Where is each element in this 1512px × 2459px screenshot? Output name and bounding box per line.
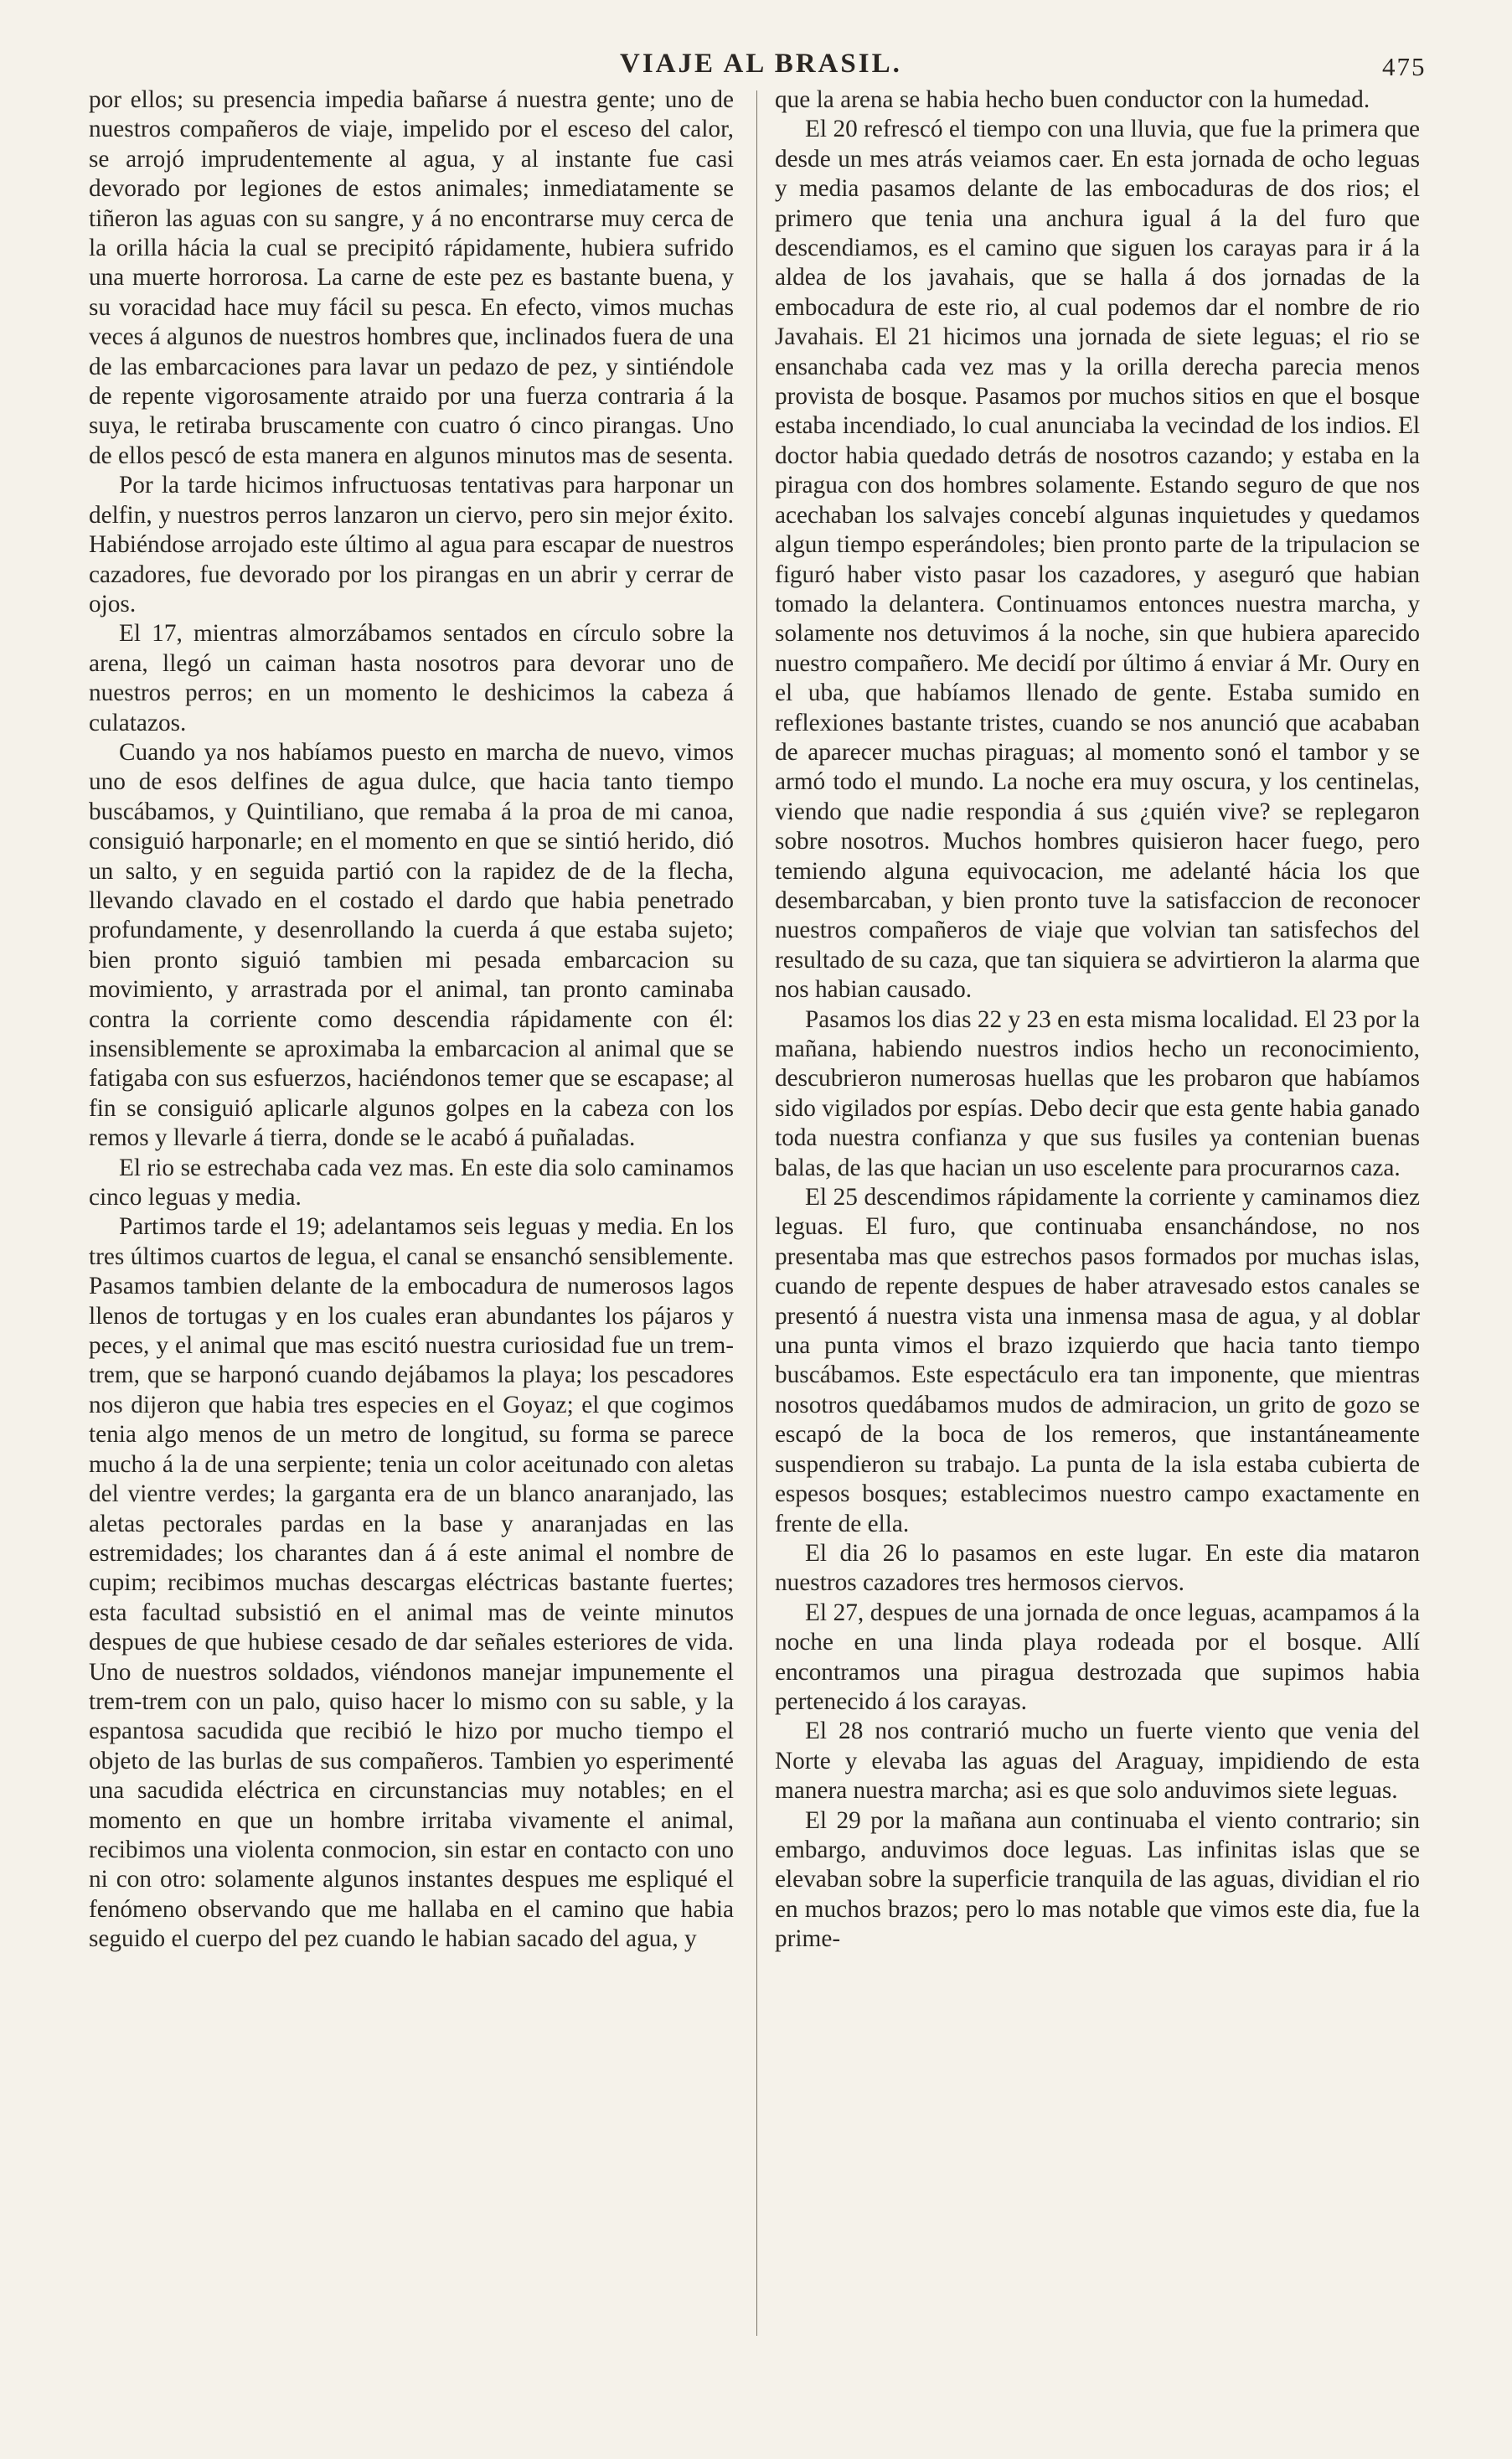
paragraph: El dia 26 lo pasamos en este lugar. En este dia mataron nuestros cazadores tres hermosos ciervos. [775,1539,1420,1597]
paragraph: El rio se estrechaba cada vez mas. En este dia solo caminamos cinco leguas y media. [89,1154,734,1211]
paragraph: El 27, despues de una jornada de once leguas, acampamos á la noche en una linda playa rodeada por el bosque. Allí encontramos una piragua destrozada que supimos habia pertenecido á los carayas. [775,1599,1420,1715]
paragraph: Cuando ya nos habíamos puesto en marcha de nuevo, vimos uno de esos delfines de agua dulce, que hacia tanto tiempo buscábamos, y Quintiliano, que remaba á la proa de mi canoa, consiguió harponarle; en el momento en que se sintió herido, dió un salto, y en seguida partió con la rapidez de de la flecha, llevando clavado en el costado el dardo que habia penetrado profundamente, y desenrollando la cuerda á que estaba sujeto; bien pronto siguió tambien mi pesada embarcacion su movimiento, y arrastrada por el animal, tan pronto caminaba contra la corriente como descendia rápidamente con él: insensiblemente se aproximaba la embarcacion al animal que se fatigaba con sus esfuerzos, haciéndonos temer que se escapase; al fin se consiguió aplicarle algunos golpes en la cabeza con los remos y llevarle á tierra, donde se le acabó á puñaladas. [89,738,734,1152]
paragraph: Por la tarde hicimos infructuosas tentativas para harponar un delfin, y nuestros perros lanzaron un ciervo, pero sin mejor éxito. Habiéndose arrojado este último al agua para escapar de nuestros cazadores, fue devorado por los pirangas en un abrir y cerrar de ojos. [89,472,734,617]
right-column [775,85,1420,1955]
paragraph: El 20 refrescó el tiempo con una lluvia, que fue la primera que desde un mes atrás veiamos caer. En esta jornada de ocho leguas y media pasamos delante de las embocaduras de dos rios; el primero que tenia una anchura igual á la del furo que descendiamos, es el camino que siguen los carayas para ir á la aldea de los javahais, que se halla á dos jornadas de la embocadura de este rio, al cual podemos dar el nombre de rio Javahais. El 21 hicimos una jornada de siete leguas; el rio se ensanchaba cada vez mas y la orilla derecha parecia menos provista de bosque. Pasamos por muchos sitios en que el bosque estaba incendiado, lo cual anunciaba la vecindad de los indios. El doctor habia quedado detrás de nosotros cazando; y estaba en la piragua con dos hombres solamente. Estando seguro de que nos acechaban los salvajes concebí algunas inquietudes y quedamos algun tiempo esperándoles; bien pronto parte de la tripulacion se figuró haber visto pasar los cazadores, y aseguró que habian tomado la delantera. Continuamos entonces nuestra marcha, y solamente nos detuvimos á la noche, sin que hubiera aparecido nuestro compañero. Me decidí por último á enviar á Mr. Oury en el uba, que habíamos llenado de gente. Estaba sumido en reflexiones bastante tristes, cuando se nos anunció que acababan de aparecer muchas piraguas; al momento sonó el tambor y se armó todo el mundo. La noche era muy oscura, y los centinelas, viendo que nadie respondia á sus ¿quién vive? se replegaron sobre nosotros. Muchos hombres quisieron hacer fuego, pero temiendo alguna equivocacion, me adelanté hácia los que desembarcaban, y bien pronto tuve la satisfaccion de reconocer nuestros compañeros de viaje que volvian tan satisfechos del resultado de su caza, que tan siquiera se advirtieron la alarma que nos habian causado. [775,116,1420,1004]
paragraph: El 29 por la mañana aun continuaba el viento contrario; sin embargo, anduvimos doce leguas. Las infinitas islas que se elevaban sobre la superficie tranquila de las aguas, dividian el rio en muchos brazos; pero lo mas notable que vimos este dia, fue la prime- [775,1806,1420,1953]
paragraph: El 17, mientras almorzábamos sentados en círculo sobre la arena, llegó un caiman hasta nosotros para devorar uno de nuestros perros; en un momento le deshicimos la cabeza á culatazos. [89,620,734,736]
paragraph: por ellos; su presencia impedia bañarse á nuestra gente; uno de nuestros compañeros de viaje, impelido por el esceso del calor, se arrojó imprudentemente al agua, y al instante fue casi devorado por legiones de estos animales; inmediatamente se tiñeron las aguas con su sangre, y á no encontrarse muy cerca de la orilla hácia la cual se precipitó rápidamente, hubiera sufrido una muerte horrorosa. La carne de este pez es bastante buena, y su voracidad hace muy fácil su pesca. En efecto, vimos muchas veces á algunos de nuestros hombres que, inclinados fuera de una de las embarcaciones para lavar un pedazo de pez, y sintiéndole de repente vigorosamente atraido por una fuerza contraria á la suya, le retiraba bruscamente con cuatro ó cinco pirangas. Uno de ellos pescó de esta manera en algunos minutos mas de sesenta. [89,86,734,469]
running-title: VIAJE AL BRASIL. [620,49,902,79]
left-column [89,85,734,1955]
paragraph: El 28 nos contrarió mucho un fuerte viento que venia del Norte y elevaba las aguas del Araguay, impidiendo de esta manera nuestra marcha; asi es que solo anduvimos siete leguas. [775,1718,1420,1805]
paragraph: Pasamos los dias 22 y 23 en esta misma localidad. El 23 por la mañana, habiendo nuestros indios hecho un reconocimiento, descubrieron numerosas huellas que les probaron que habíamos sido vigilados por espías. Debo decir que esta gente habia ganado toda nuestra confianza y que sus fusiles ya contenian buenas balas, de las que hacian un uso escelente para procurarnos caza. [775,1005,1420,1181]
paragraph: El 25 descendimos rápidamente la corriente y caminamos diez leguas. El furo, que continuaba ensanchándose, no nos presentaba mas que estrechos pasos formados por muchas islas, cuando de repente despues de haber atravesado estos canales se presentó á nuestra vista una inmensa masa de agua, y al doblar una punta vimos el brazo izquierdo que hacia tanto tiempo buscábamos. Este espectáculo era tan imponente, que mientras nosotros quedábamos mudos de admiracion, un grito de gozo se escapó de la boca de los remeros, que instantáneamente suspendieron su trabajo. La punta de la isla estaba cubierta de espesos bosques; establecimos nuestro campo exactamente en frente de ella. [775,1184,1420,1537]
paragraph: Partimos tarde el 19; adelantamos seis leguas y media. En los tres últimos cuartos de legua, el canal se ensanchó sensiblemente. Pasamos tambien delante de la embocadura de numerosos lagos llenos de tortugas y en los cuales eran abundantes los pájaros y peces, y el animal que mas escitó nuestra curiosidad fue un trem-trem, que se harponó cuando dejábamos la playa; los pescadores nos dijeron que habia tres especies en el Goyaz; el que cogimos tenia algo menos de un metro de longitud, su forma se parece mucho á la de una serpiente; tenia un color aceitunado con aletas del vientre verdes; la garganta era de un blanco anaranjado, las aletas pectorales pardas en la base y anaranjadas en las estremidades; los charantes dan á á este animal el nombre de cupim; recibimos muchas descargas eléctricas bastante fuertes; esta facultad subsistió en el animal mas de veinte minutos despues de que hubiese cesado de dar señales esteriores de vida. Uno de nuestros soldados, viéndonos manejar impunemente el trem-trem con un palo, quiso hacer lo mismo con su sable, y la espantosa sacudida que recibió le hizo por mucho tiempo el objeto de las burlas de sus compañeros. Tambien yo esperimenté una sacudida eléctrica en circunstancias muy notables; en el momento en que un hombre irritaba vivamente el animal, recibimos una violenta conmocion, sin estar en contacto con uno ni con otro: solamente algunos instantes despues me espliqué el fenómeno observando que me hallaba en el camino que habia seguido el cuerpo del pez cuando le habian sacado del agua, y [89,1213,734,1953]
column-divider [756,90,757,2336]
page-number: 475 [1382,52,1427,81]
paragraph: que la arena se habia hecho buen conductor con la humedad. [775,86,1370,113]
